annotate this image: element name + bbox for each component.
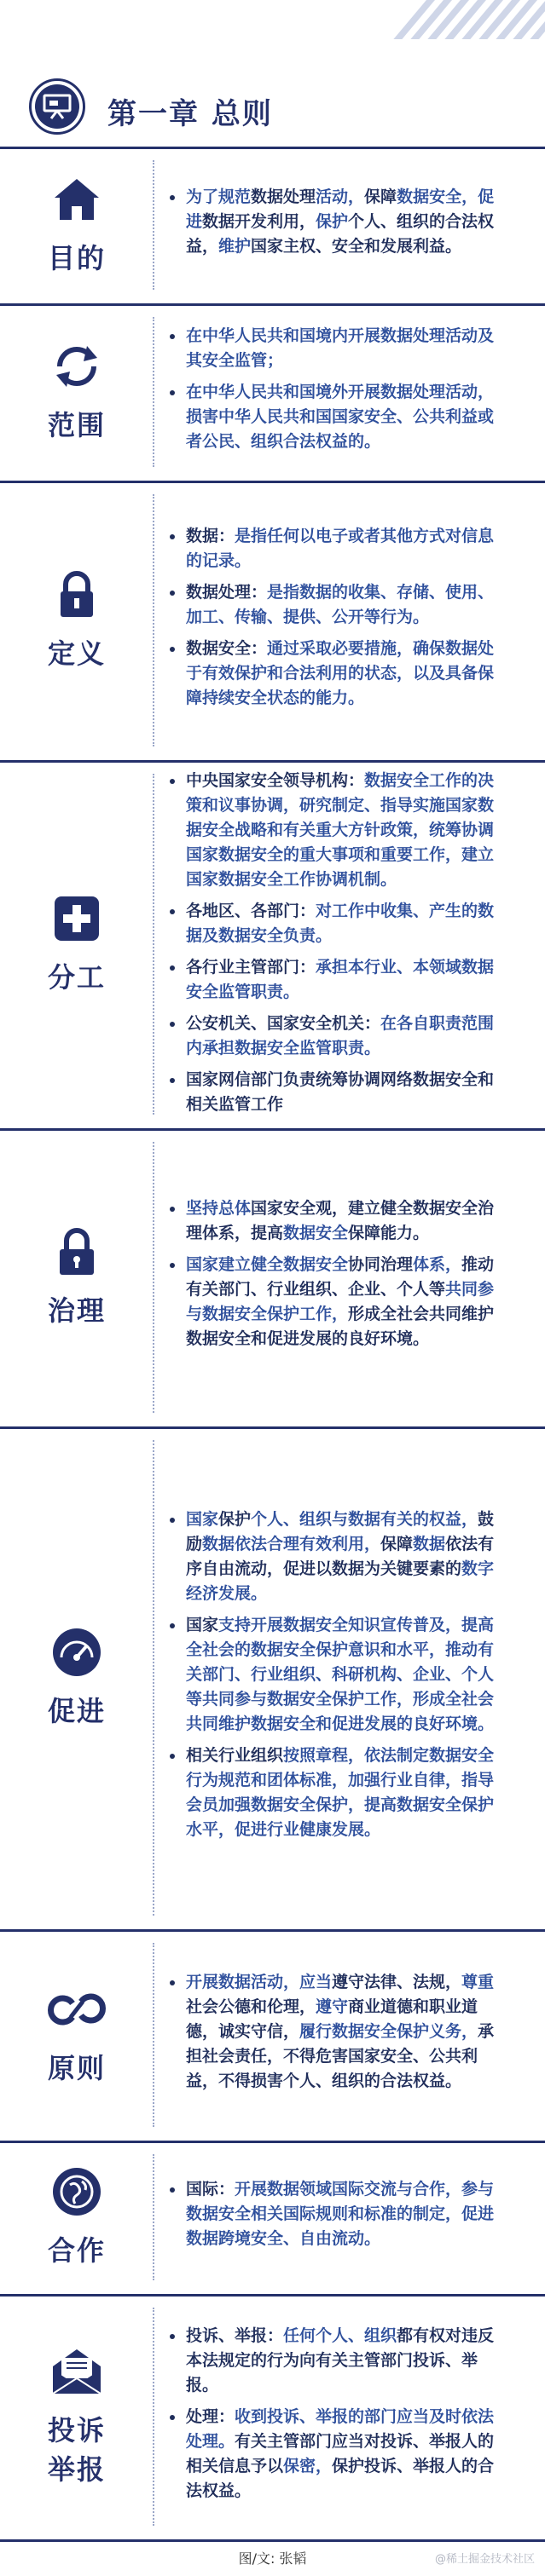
bullet-text: 在各自职责范围内承担数据安全监管职责。 (186, 1014, 495, 1057)
bullet-text: 国家 (186, 1509, 219, 1529)
section-content (167, 2324, 508, 2510)
section-label-line: 投诉 (47, 2414, 106, 2446)
dotted-separator (153, 1440, 154, 1916)
bullet-text: 按照章程，依法制定数据安全行为规范和团体标准，加强行业自律，指导会员加强数据安全保护，提高数据安全保护水平，促进行业健康发展。 (186, 1745, 495, 1839)
bullet-text: 是指任何以电子或者其他方式对信息的记录。 (186, 526, 495, 570)
bullet-text: 国家安全观，建立健全数据安全治理体系，提高 (186, 1199, 495, 1242)
bullet-item (167, 1196, 508, 1246)
section-content (167, 1970, 508, 2101)
bullet-text: 在中华人民共和国境内开展数据处理活动及其安全监管； (186, 326, 495, 370)
section-icon-column (0, 1128, 154, 1426)
bullet-text: 开展数据活动，应当 (186, 1972, 333, 1991)
bullet-text: 保护投诉、举报人的合法权益。 (186, 2456, 495, 2500)
bullet-text: 维护 (218, 236, 252, 256)
section-definition (0, 481, 545, 760)
bullet-text: 各行业主管部门： (186, 958, 316, 977)
bullet-text: 在中华人民共和国境外开展数据处理活动，损害中华人民共和国国家安全、公共利益或者公民、组织合法权益的。 (186, 382, 495, 451)
bullet-text: 国家主权、安全和发展利益。 (251, 236, 462, 256)
bullet-item (167, 1970, 508, 2094)
section-label (48, 239, 106, 278)
section-purpose (0, 147, 545, 303)
bullet-text: 保护 (218, 1509, 252, 1529)
bullet-text: 商业道德和职业道德，诚实守信， (186, 1997, 478, 2041)
bullet-text: 个人、组织的合法权益， (186, 211, 495, 256)
section-icon-column (0, 2294, 154, 2539)
bullet-text: 协同治理 (348, 1255, 414, 1274)
section-governance (0, 1128, 545, 1426)
bullet-text: 支持开展数据安全知识宣传普及，提高全社会的数据安全保护意识和水平，推动有关部门、行业组织、科研机构、企业、个人等共同参与数据安全保护工作，形成全社会共同维护数据安全和促进发展的良好环境。 (186, 1615, 495, 1733)
bullet-item (167, 1507, 508, 1606)
bullet-item (167, 1068, 508, 1117)
section-icon-column (0, 303, 154, 481)
bullet-text: 收到投诉、举报的部门应当及时依法处理。 (186, 2406, 495, 2451)
refresh-cycle-icon (47, 339, 107, 394)
bullet-text: 体系， (413, 1255, 462, 1274)
section-label (48, 2049, 106, 2088)
plus-square-icon (47, 891, 107, 946)
section-label-line: 定义 (47, 637, 106, 670)
bullet-text: 承担社会责任，不得危害国家安全、公共利益，不得损害个人、组织的合法权益。 (186, 2021, 495, 2090)
section-content (167, 2177, 508, 2258)
globe-icon (47, 2164, 107, 2219)
section-label (48, 1691, 106, 1731)
bullet-text: 都有权对违反本法规定的行为向有关主管部门投诉、举报。 (186, 2325, 495, 2394)
bullet-item (167, 1613, 508, 1737)
bullet-text: 遵守法律、法规， (332, 1972, 462, 1991)
bullet-text: 坚持总体 (186, 1199, 252, 1218)
section-icon-column (0, 481, 154, 760)
section-icon-column (0, 2141, 154, 2294)
bullet-text: 活动， (316, 187, 365, 206)
infinity-link-icon (47, 1982, 107, 2037)
bullet-text: 依法有序自由流动，促进以数据为关键要素的 (186, 1534, 495, 1578)
section-label (48, 1291, 106, 1330)
dotted-separator (153, 160, 154, 290)
section-principle (0, 1929, 545, 2141)
bullet-text: 为了规范 (186, 187, 252, 206)
bullet-text: 数据依法合理有效利用， (202, 1534, 381, 1553)
bullet-item (167, 524, 508, 573)
bullet-text: 国家 (186, 1615, 219, 1634)
bullet-item (167, 380, 508, 454)
envelope-icon (47, 2344, 107, 2399)
bullet-item (167, 1743, 508, 1842)
bullet-text: 各地区、各部门： (186, 902, 316, 920)
section-label (48, 2231, 106, 2270)
footer-divider (0, 2539, 545, 2542)
watermark: @稀土掘金技术社区 (434, 2553, 535, 2566)
bullet-item (167, 2177, 508, 2251)
bullet-item (167, 324, 508, 373)
bullet-text: 数据： (186, 526, 235, 545)
bullet-text: 相关行业组织 (186, 1745, 284, 1765)
dotted-separator (153, 494, 154, 746)
footer (0, 2541, 545, 2576)
dotted-separator (153, 2308, 154, 2526)
bullet-text: 中央国家安全领导机构： (186, 771, 365, 790)
bullet-text: 遵守 (316, 1997, 349, 2016)
section-content (167, 185, 508, 266)
section-icon-column (0, 760, 154, 1128)
section-label-line: 合作 (47, 2234, 106, 2267)
bullet-text: 保障能力。 (348, 1224, 430, 1242)
bullet-text: 数据安全 (283, 1224, 349, 1242)
bullet-item (167, 637, 508, 711)
bullet-text: 处理： (186, 2406, 235, 2426)
bullet-text: 鼓励 (186, 1509, 495, 1553)
section-label-line: 治理 (47, 1294, 106, 1327)
chapter-badge (29, 78, 85, 135)
bullet-text: 公安机关、国家安全机关： (186, 1014, 381, 1033)
bullet-text: 保密， (283, 2456, 333, 2475)
lock-icon (47, 568, 107, 622)
bullet-text: 推动有关部门、行业组织、企业、个人等 (186, 1255, 495, 1299)
bullet-text: 数据 (413, 1534, 446, 1553)
section-label-line: 范围 (47, 409, 106, 441)
bullet-item (167, 769, 508, 892)
section-label-line: 促进 (47, 1695, 106, 1727)
bullet-text: 有关主管部门应当对投诉、举报人的相关信息予以 (186, 2431, 495, 2475)
bullet-text: 数据安全： (186, 638, 268, 658)
section-content (167, 769, 508, 1124)
bullet-text: 履行数据安全保护义务， (299, 2021, 478, 2041)
section-label (48, 406, 106, 445)
bullet-text: 国家网信部门负责统筹协调网络数据安全和相关监管工作 (186, 1070, 495, 1114)
section-complaint (0, 2294, 545, 2539)
section-label-line: 原则 (47, 2052, 106, 2084)
bullet-text: 数据开发利用， (202, 211, 316, 231)
section-division (0, 760, 545, 1128)
chapter-title: 第一章 总则 (107, 97, 273, 131)
bullet-text: 社会公德和伦理， (186, 1997, 316, 2016)
bullet-text: 任何个人、组织 (283, 2325, 397, 2345)
dotted-separator (153, 774, 154, 1115)
section-label (48, 634, 106, 673)
bullet-text: 共同参与数据安全保护工作， (186, 1280, 495, 1323)
bullet-text: 是指数据的收集、存储、使用、加工、传输、提供、公开等行为。 (186, 582, 495, 626)
bullet-text: 数字经济发展。 (186, 1559, 495, 1603)
padlock-icon (47, 1225, 107, 1279)
bullet-text: 尊重 (461, 1972, 495, 1991)
section-label-line: 目的 (47, 242, 106, 274)
bullet-text: 投诉、举报： (186, 2325, 284, 2345)
header-stripes (391, 0, 545, 39)
bullet-text: 数据安全工作的决策和议事协调，研究制定、指导实施国家数据安全战略和有关重大方针政策，统筹协调国家数据安全的重大事项和重要工作，建立国家数据安全工作协调机制。 (186, 771, 495, 889)
section-content (167, 1507, 508, 1849)
bullet-text: 对工作中收集、产生的数据及数据安全负责。 (186, 902, 495, 945)
dotted-separator (153, 2154, 154, 2280)
section-promotion (0, 1426, 545, 1929)
section-icon-column (0, 1929, 154, 2141)
bullet-text: 促进 (186, 187, 495, 231)
bullet-item (167, 1011, 508, 1061)
section-icon-column (0, 147, 154, 303)
dotted-separator (153, 317, 154, 467)
section-label-line: 举报 (47, 2453, 106, 2486)
bullet-item (167, 955, 508, 1005)
section-content (167, 524, 508, 717)
bullet-item (167, 2324, 508, 2398)
bullet-item (167, 2405, 508, 2504)
bullet-item (167, 899, 508, 948)
bullet-text: 数据安全， (397, 187, 478, 206)
bullet-text: 承担本行业、本领域数据安全监管职责。 (186, 958, 495, 1001)
section-content (167, 1196, 508, 1358)
bullet-text: 通过采取必要措施，确保数据处于有效保护和合法利用的状态，以及具备保障持续安全状态的能力。 (186, 638, 495, 707)
bullet-item (167, 580, 508, 630)
footer-credit: 图/文: 张韬 (238, 2550, 307, 2567)
bullet-text: 保障 (364, 187, 397, 206)
section-scope (0, 303, 545, 481)
house-icon (47, 172, 107, 227)
bullet-text: 个人、组织与数据有关的权益， (251, 1509, 478, 1529)
bullet-text: 国际： (186, 2179, 235, 2199)
bullet-text: 保障 (380, 1534, 414, 1553)
dotted-separator (153, 1142, 154, 1413)
bullet-text: 保护 (316, 211, 349, 231)
bullet-item (167, 1253, 508, 1351)
bullet-text: 国家建立健全数据安全 (186, 1255, 349, 1274)
dotted-separator (153, 1943, 154, 2127)
section-content (167, 324, 508, 461)
bullet-item (167, 185, 508, 259)
bullet-text: 数据处理： (186, 582, 268, 602)
section-label-line: 分工 (47, 961, 106, 994)
bullet-text: 数据处理 (251, 187, 316, 206)
presentation-board-icon (35, 84, 79, 129)
bullet-text: 开展数据领域国际交流与合作，参与数据安全相关国际规则和标准的制定，促进数据跨境安全、自由流动。 (186, 2179, 495, 2248)
section-label (48, 958, 106, 997)
section-label (48, 2411, 106, 2489)
section-icon-column (0, 1426, 154, 1929)
speedometer-icon (47, 1625, 107, 1680)
section-cooperation (0, 2141, 545, 2294)
bullet-text: 形成全社会共同维护数据安全和促进发展的良好环境。 (186, 1305, 495, 1348)
